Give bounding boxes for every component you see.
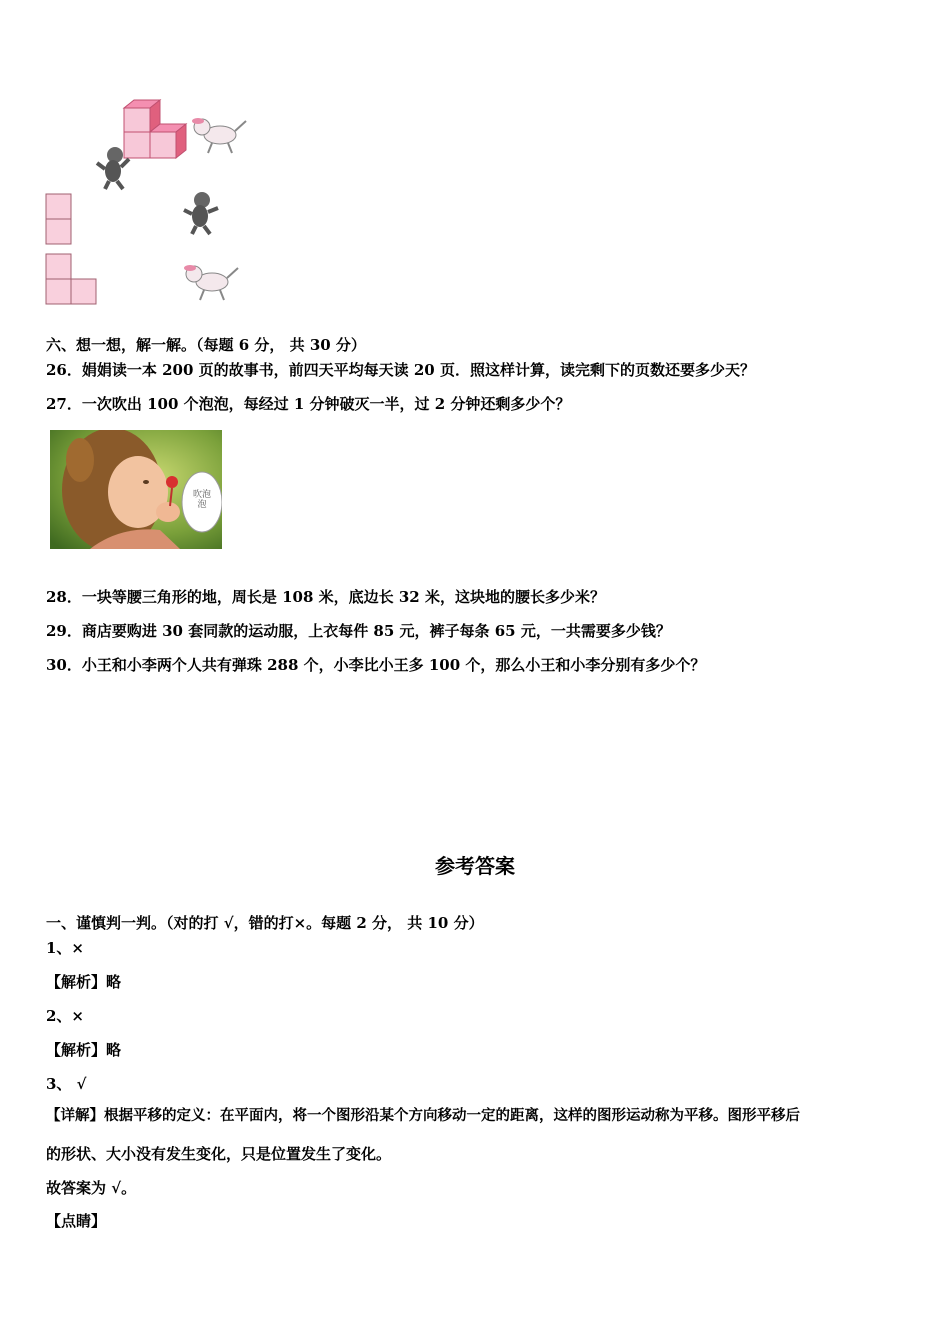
dog-icon [192, 118, 246, 153]
cube-view-figure [40, 90, 270, 310]
view-shape-l [46, 254, 96, 304]
answers-title: 参考答案 [435, 854, 515, 878]
monkey-icon [184, 192, 218, 234]
answer-2: 2、× [46, 1007, 85, 1025]
view-shape-vertical [46, 194, 71, 244]
answer-3: 3、 √ [46, 1075, 87, 1093]
answer-1-analysis: 【解析】略 [46, 973, 122, 991]
answers-section1-heading: 一、谨慎判一判。（对的打 √，错的打×。每题 2 分， 共 10 分） [46, 914, 484, 932]
question-27: 27．一次吹出 100 个泡泡，每经过 1 分钟破灭一半，过 2 分钟还剩多少个？ [46, 395, 571, 413]
question-28: 28．一块等腰三角形的地，周长是 108 米，底边长 32 米，这块地的腰长多少米？ [46, 588, 605, 606]
answer-1: 1、× [46, 939, 85, 957]
dog-icon [184, 265, 238, 300]
bubble-text: 吹泡泡 [192, 490, 211, 510]
answer-2-analysis: 【解析】略 [46, 1041, 122, 1059]
cube-stack [124, 100, 186, 158]
answer-3-note: 【点睛】 [46, 1212, 107, 1230]
question-30: 30．小王和小李两个人共有弹珠 288 个，小李比小王多 100 个，那么小王和小李分别有多少个？ [46, 656, 706, 674]
question-26: 26．娟娟读一本 200 页的故事书，前四天平均每天读 20 页．照这样计算，读完剩下的页数还要多少天？ [46, 361, 755, 379]
question-29: 29．商店要购进 30 套同款的运动服，上衣每件 85 元，裤子每条 65 元，一共需要多少钱？ [46, 622, 671, 640]
section6-heading: 六、想一想，解一解。（每题 6 分， 共 30 分） [46, 336, 366, 354]
answer-3-detail-line1: 【详解】根据平移的定义：在平面内，将一个图形沿某个方向移动一定的距离，这样的图形运动称为平移。图形平移后 [46, 1107, 800, 1124]
bubble-girl-photo [50, 430, 222, 549]
answer-3-conclusion: 故答案为 √。 [46, 1179, 137, 1197]
answer-3-detail-line2: 的形状、大小没有发生变化，只是位置发生了变化。 [46, 1145, 392, 1163]
